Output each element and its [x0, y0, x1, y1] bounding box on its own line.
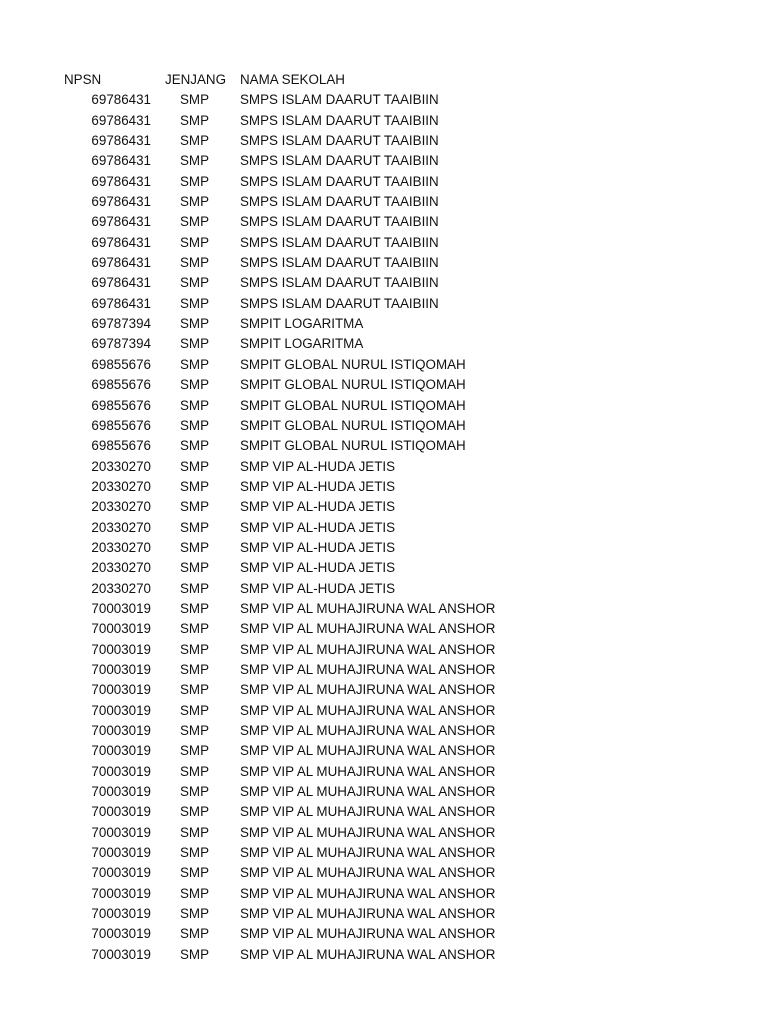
cell-jenjang: SMP	[179, 194, 210, 210]
cell-jenjang: SMP	[179, 682, 210, 698]
cell-nama-sekolah: SMPS ISLAM DAARUT TAAIBIIN	[240, 133, 439, 149]
cell-nama-sekolah: SMP VIP AL-HUDA JETIS	[240, 539, 396, 555]
cell-nama-sekolah: SMP VIP AL MUHAJIRUNA WAL ANSHOR	[240, 621, 496, 637]
cell-nama-sekolah: SMPS ISLAM DAARUT TAAIBIIN	[240, 275, 439, 291]
cell-jenjang: SMP	[179, 621, 210, 637]
table-row	[0, 904, 768, 924]
table-row	[0, 497, 768, 517]
cell-npsn: 70003019	[91, 885, 151, 901]
cell-npsn: 70003019	[91, 600, 151, 616]
table-row	[0, 131, 768, 151]
cell-nama-sekolah: SMPIT GLOBAL NURUL ISTIQOMAH	[240, 417, 466, 433]
cell-npsn: 70003019	[91, 845, 151, 861]
table-row	[0, 701, 768, 721]
cell-npsn: 20330270	[91, 539, 151, 555]
cell-nama-sekolah: SMP VIP AL-HUDA JETIS	[240, 580, 396, 596]
cell-nama-sekolah: SMP VIP AL MUHAJIRUNA WAL ANSHOR	[240, 926, 496, 942]
cell-nama-sekolah: SMP VIP AL MUHAJIRUNA WAL ANSHOR	[240, 682, 496, 698]
cell-npsn: 70003019	[91, 682, 151, 698]
cell-npsn: 69787394	[91, 316, 151, 332]
school-table	[0, 70, 768, 965]
column-header-nama-sekolah: NAMA SEKOLAH	[240, 72, 345, 87]
cell-npsn: 69786431	[91, 194, 151, 210]
table-row	[0, 802, 768, 822]
table-row	[0, 294, 768, 314]
cell-nama-sekolah: SMPS ISLAM DAARUT TAAIBIIN	[240, 92, 439, 108]
cell-nama-sekolah: SMP VIP AL-HUDA JETIS	[240, 519, 396, 535]
cell-jenjang: SMP	[179, 275, 210, 291]
table-row	[0, 762, 768, 782]
cell-npsn: 70003019	[91, 946, 151, 962]
cell-jenjang: SMP	[179, 519, 210, 535]
cell-jenjang: SMP	[179, 885, 210, 901]
table-row	[0, 253, 768, 273]
cell-npsn: 70003019	[91, 723, 151, 738]
cell-jenjang: SMP	[179, 417, 210, 433]
cell-nama-sekolah: SMP VIP AL MUHAJIRUNA WAL ANSHOR	[240, 661, 496, 677]
cell-nama-sekolah: SMPIT LOGARITMA	[240, 336, 364, 352]
table-row	[0, 538, 768, 558]
cell-npsn: 69786431	[91, 112, 151, 128]
table-row	[0, 212, 768, 232]
cell-nama-sekolah: SMPS ISLAM DAARUT TAAIBIIN	[240, 194, 439, 210]
cell-jenjang: SMP	[179, 458, 210, 474]
table-row	[0, 619, 768, 639]
cell-nama-sekolah: SMP VIP AL-HUDA JETIS	[240, 560, 396, 576]
table-row	[0, 111, 768, 131]
table-row	[0, 924, 768, 944]
cell-npsn: 70003019	[91, 906, 151, 922]
cell-jenjang: SMP	[179, 173, 210, 189]
cell-jenjang: SMP	[179, 702, 210, 718]
cell-jenjang: SMP	[179, 763, 210, 779]
cell-jenjang: SMP	[179, 478, 210, 494]
cell-npsn: 20330270	[91, 519, 151, 535]
cell-nama-sekolah: SMPS ISLAM DAARUT TAAIBIIN	[240, 255, 439, 271]
cell-nama-sekolah: SMP VIP AL MUHAJIRUNA WAL ANSHOR	[240, 702, 496, 718]
table-row	[0, 518, 768, 538]
cell-npsn: 69855676	[91, 356, 151, 372]
cell-jenjang: SMP	[179, 641, 210, 657]
cell-jenjang: SMP	[179, 234, 210, 250]
cell-nama-sekolah: SMP VIP AL-HUDA JETIS	[240, 478, 396, 494]
cell-jenjang: SMP	[179, 600, 210, 616]
table-row	[0, 334, 768, 354]
cell-npsn: 69786431	[91, 255, 151, 271]
cell-jenjang: SMP	[179, 133, 210, 149]
table-row	[0, 90, 768, 110]
table-row	[0, 314, 768, 334]
cell-npsn: 70003019	[91, 804, 151, 820]
cell-jenjang: SMP	[179, 295, 210, 311]
cell-nama-sekolah: SMPIT LOGARITMA	[240, 316, 364, 332]
table-row	[0, 375, 768, 395]
cell-jenjang: SMP	[179, 784, 210, 800]
cell-jenjang: SMP	[179, 723, 210, 738]
cell-jenjang: SMP	[179, 336, 210, 352]
cell-jenjang: SMP	[179, 926, 210, 942]
cell-npsn: 69786431	[91, 173, 151, 189]
cell-jenjang: SMP	[179, 356, 210, 372]
table-row	[0, 599, 768, 619]
cell-npsn: 70003019	[91, 641, 151, 657]
cell-npsn: 70003019	[91, 702, 151, 718]
table-row	[0, 741, 768, 761]
cell-npsn: 70003019	[91, 865, 151, 881]
table-row	[0, 396, 768, 416]
cell-npsn: 70003019	[91, 763, 151, 779]
cell-jenjang: SMP	[179, 438, 210, 454]
cell-nama-sekolah: SMP VIP AL MUHAJIRUNA WAL ANSHOR	[240, 885, 496, 901]
cell-nama-sekolah: SMP VIP AL MUHAJIRUNA WAL ANSHOR	[240, 906, 496, 922]
cell-nama-sekolah: SMPS ISLAM DAARUT TAAIBIIN	[240, 214, 439, 230]
cell-nama-sekolah: SMP VIP AL MUHAJIRUNA WAL ANSHOR	[240, 946, 496, 962]
table-row	[0, 151, 768, 171]
cell-nama-sekolah: SMP VIP AL MUHAJIRUNA WAL ANSHOR	[240, 784, 496, 800]
table-body	[0, 90, 768, 965]
table-header-row	[0, 70, 768, 90]
cell-jenjang: SMP	[179, 214, 210, 230]
cell-npsn: 70003019	[91, 743, 151, 759]
cell-jenjang: SMP	[179, 499, 210, 515]
cell-npsn: 69786431	[91, 275, 151, 291]
cell-npsn: 69786431	[91, 153, 151, 169]
cell-jenjang: SMP	[179, 580, 210, 596]
cell-npsn: 70003019	[91, 784, 151, 800]
cell-jenjang: SMP	[179, 316, 210, 332]
cell-jenjang: SMP	[179, 865, 210, 881]
cell-jenjang: SMP	[179, 906, 210, 922]
cell-jenjang: SMP	[179, 743, 210, 759]
cell-jenjang: SMP	[179, 377, 210, 393]
cell-jenjang: SMP	[179, 539, 210, 555]
cell-npsn: 70003019	[91, 621, 151, 637]
cell-npsn: 69855676	[91, 397, 151, 413]
cell-nama-sekolah: SMP VIP AL MUHAJIRUNA WAL ANSHOR	[240, 804, 496, 820]
cell-nama-sekolah: SMPS ISLAM DAARUT TAAIBIIN	[240, 173, 439, 189]
cell-npsn: 70003019	[91, 926, 151, 942]
table-row	[0, 945, 768, 965]
cell-jenjang: SMP	[179, 804, 210, 820]
table-row	[0, 192, 768, 212]
cell-nama-sekolah: SMPIT GLOBAL NURUL ISTIQOMAH	[240, 377, 466, 393]
cell-jenjang: SMP	[179, 661, 210, 677]
cell-npsn: 69855676	[91, 377, 151, 393]
cell-nama-sekolah: SMP VIP AL MUHAJIRUNA WAL ANSHOR	[240, 723, 496, 738]
table-row	[0, 782, 768, 802]
cell-npsn: 69855676	[91, 438, 151, 454]
table-row	[0, 477, 768, 497]
cell-npsn: 70003019	[91, 661, 151, 677]
table-row	[0, 457, 768, 477]
cell-npsn: 20330270	[91, 478, 151, 494]
table-row	[0, 233, 768, 253]
table-row	[0, 579, 768, 599]
table-row	[0, 640, 768, 660]
cell-jenjang: SMP	[179, 153, 210, 169]
table-row	[0, 863, 768, 883]
cell-nama-sekolah: SMPIT GLOBAL NURUL ISTIQOMAH	[240, 397, 466, 413]
cell-jenjang: SMP	[179, 255, 210, 271]
table-row	[0, 172, 768, 192]
cell-npsn: 69787394	[91, 336, 151, 352]
cell-npsn: 20330270	[91, 499, 151, 515]
cell-npsn: 20330270	[91, 580, 151, 596]
table-row	[0, 823, 768, 843]
cell-jenjang: SMP	[179, 112, 210, 128]
cell-nama-sekolah: SMP VIP AL MUHAJIRUNA WAL ANSHOR	[240, 743, 496, 759]
cell-jenjang: SMP	[179, 946, 210, 962]
cell-jenjang: SMP	[179, 560, 210, 576]
cell-nama-sekolah: SMP VIP AL MUHAJIRUNA WAL ANSHOR	[240, 600, 496, 616]
table-row	[0, 680, 768, 700]
cell-npsn: 69855676	[91, 417, 151, 433]
cell-nama-sekolah: SMP VIP AL MUHAJIRUNA WAL ANSHOR	[240, 865, 496, 881]
cell-nama-sekolah: SMP VIP AL MUHAJIRUNA WAL ANSHOR	[240, 763, 496, 779]
cell-npsn: 69786431	[91, 234, 151, 250]
cell-npsn: 69786431	[91, 295, 151, 311]
table-row	[0, 843, 768, 863]
cell-nama-sekolah: SMPS ISLAM DAARUT TAAIBIIN	[240, 295, 439, 311]
cell-nama-sekolah: SMPS ISLAM DAARUT TAAIBIIN	[240, 234, 439, 250]
cell-nama-sekolah: SMPS ISLAM DAARUT TAAIBIIN	[240, 153, 439, 169]
table-row	[0, 884, 768, 904]
cell-npsn: 69786431	[91, 214, 151, 230]
cell-npsn: 69786431	[91, 133, 151, 149]
table-row	[0, 436, 768, 456]
cell-npsn: 69786431	[91, 92, 151, 108]
column-header-jenjang: JENJANG	[165, 72, 227, 87]
table-row	[0, 355, 768, 375]
table-row	[0, 721, 768, 741]
cell-nama-sekolah: SMPS ISLAM DAARUT TAAIBIIN	[240, 112, 439, 128]
cell-jenjang: SMP	[179, 824, 210, 840]
cell-jenjang: SMP	[179, 845, 210, 861]
column-header-npsn: NPSN	[64, 72, 102, 87]
cell-npsn: 20330270	[91, 458, 151, 474]
cell-jenjang: SMP	[179, 397, 210, 413]
cell-jenjang: SMP	[179, 92, 210, 108]
table-row	[0, 558, 768, 578]
cell-nama-sekolah: SMP VIP AL MUHAJIRUNA WAL ANSHOR	[240, 824, 496, 840]
cell-nama-sekolah: SMPIT GLOBAL NURUL ISTIQOMAH	[240, 356, 466, 372]
cell-nama-sekolah: SMP VIP AL MUHAJIRUNA WAL ANSHOR	[240, 641, 496, 657]
cell-nama-sekolah: SMP VIP AL MUHAJIRUNA WAL ANSHOR	[240, 845, 496, 861]
cell-npsn: 20330270	[91, 560, 151, 576]
table-row	[0, 660, 768, 680]
cell-nama-sekolah: SMP VIP AL-HUDA JETIS	[240, 458, 396, 474]
cell-nama-sekolah: SMP VIP AL-HUDA JETIS	[240, 499, 396, 515]
table-row	[0, 273, 768, 293]
table-row	[0, 416, 768, 436]
cell-npsn: 70003019	[91, 824, 151, 840]
cell-nama-sekolah: SMPIT GLOBAL NURUL ISTIQOMAH	[240, 438, 466, 454]
